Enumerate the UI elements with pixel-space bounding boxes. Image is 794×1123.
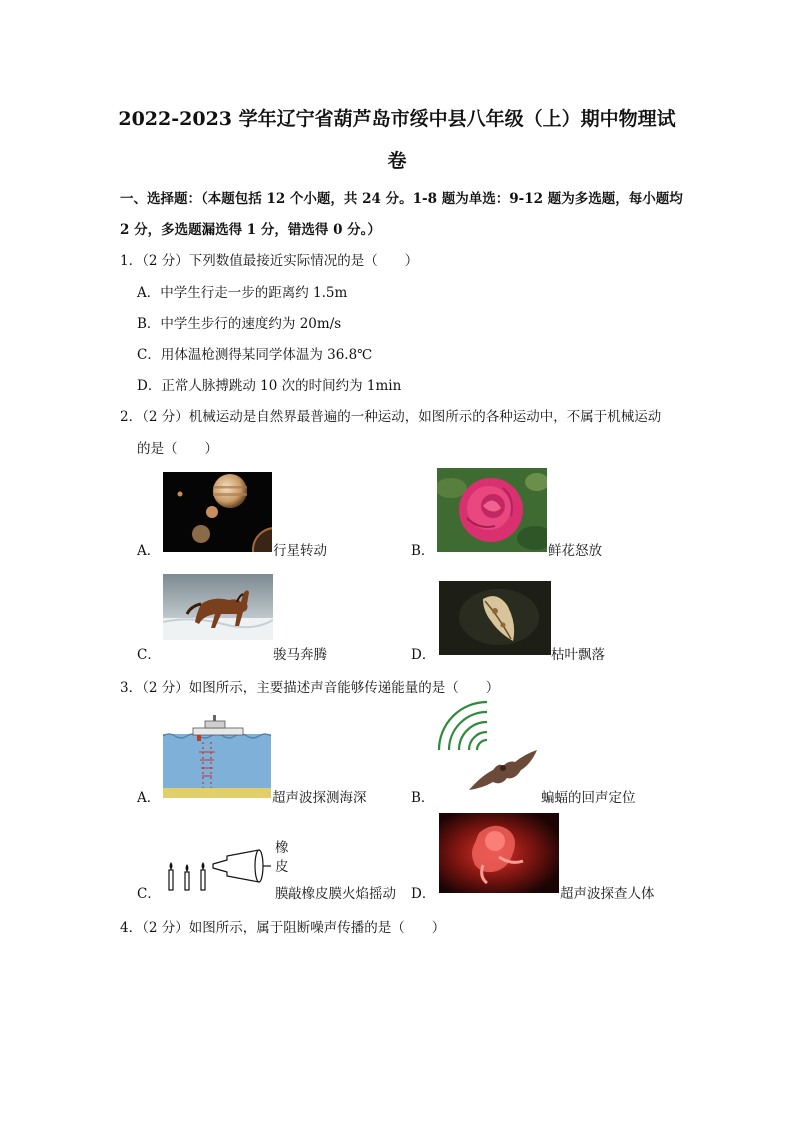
question-2-option-a-caption: 行星转动: [273, 543, 327, 559]
question-1-option-b: B．中学生步行的速度约为 20m/s: [137, 316, 342, 332]
question-2-option-c-letter: C．: [137, 647, 161, 663]
membrane-label-char-2: 皮: [275, 859, 289, 875]
question-3-option-a-letter: A．: [137, 790, 161, 806]
question-2-option-a-letter: A．: [137, 543, 161, 559]
question-1-option-d: D．正常人脉搏跳动 10 次的时间约为 1min: [137, 378, 402, 394]
ultrasound-image: [439, 813, 559, 893]
question-1-stem: 1．（2 分）下列数值最接近实际情况的是（ ）: [120, 253, 419, 269]
question-2-stem-line1: 2．（2 分）机械运动是自然界最普遍的一种运动，如图所示的各种运动中，不属于机械运动: [120, 409, 662, 425]
question-3-option-c-caption: 敲橡皮膜火焰摇动: [288, 886, 396, 902]
section-heading-line1: 一、选择题：（本题包括 12 个小题，共 24 分。1-8 题为单选：9-12 题为多选题，每小题均: [120, 191, 683, 207]
question-1-option-c: C．用体温枪测得某同学体温为 36.8℃: [137, 347, 373, 363]
sonar-ship-image: [163, 712, 271, 798]
rose-image: [437, 468, 547, 552]
question-3-stem: 3．（2 分）如图所示，主要描述声音能够传递能量的是（ ）: [120, 680, 500, 696]
question-3-option-c-letter: C．: [137, 886, 161, 902]
planets-image: [163, 472, 272, 552]
question-4-stem: 4．（2 分）如图所示，属于阻断噪声传播的是（ ）: [120, 920, 446, 936]
document-title-line2: 卷: [387, 150, 407, 172]
question-2-option-d-letter: D．: [411, 647, 436, 663]
bat-image: [437, 700, 543, 798]
question-3-option-a-caption: 超声波探测海深: [272, 790, 367, 806]
question-3-option-b-caption: 蝙蝠的回声定位: [541, 790, 636, 806]
question-3-option-d-letter: D．: [411, 886, 436, 902]
section-heading-line2: 2 分，多选题漏选得 1 分，错选得 0 分。）: [120, 222, 381, 238]
question-2-option-b-letter: B．: [411, 543, 435, 559]
document-title-line1: 2022-2023 学年辽宁省葫芦岛市绥中县八年级（上）期中物理试: [118, 108, 676, 130]
leaf-image: [439, 581, 551, 655]
horse-image: [163, 574, 273, 640]
membrane-label: [275, 839, 291, 877]
question-1-option-a: A．中学生行走一步的距离约 1.5m: [137, 285, 348, 301]
membrane-label-char-1: 橡: [275, 840, 289, 856]
membrane-candles-image: [163, 840, 275, 892]
question-2-option-d-caption: 枯叶飘落: [551, 647, 605, 663]
question-3-option-d-caption: 超声波探查人体: [560, 886, 655, 902]
membrane-label-char-3: 膜: [275, 886, 289, 902]
question-2-option-b-caption: 鲜花怒放: [548, 543, 602, 559]
question-3-option-b-letter: B．: [411, 790, 435, 806]
question-2-stem-line2: 的是（ ）: [137, 441, 218, 457]
question-2-option-c-caption: 骏马奔腾: [273, 647, 327, 663]
